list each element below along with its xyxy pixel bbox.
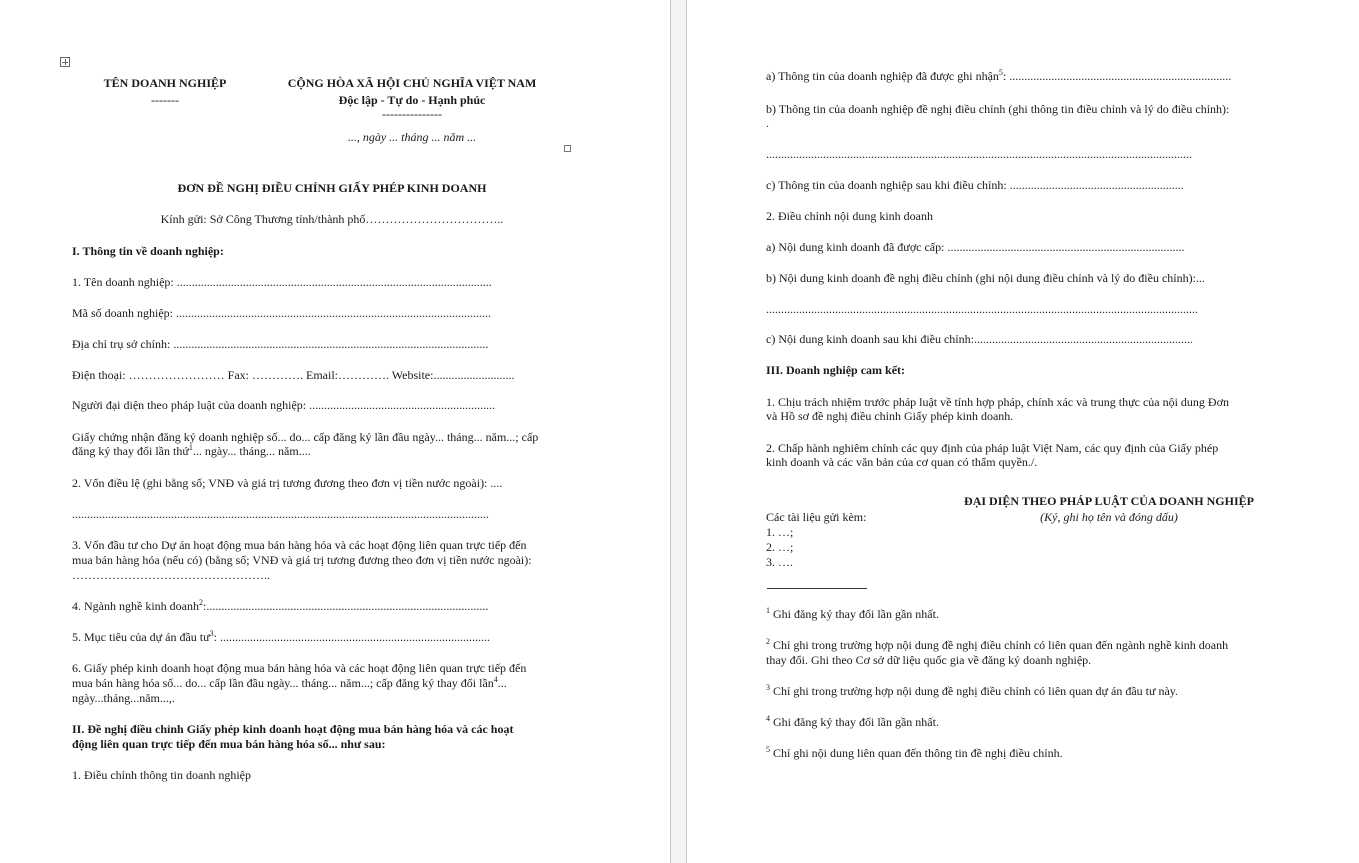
footnote-2-cont: thay đổi. Ghi theo Cơ sở dữ liệu quốc gia về đăng ký doanh nghiệp. [766,653,1092,667]
section2-heading-1: II. Đề nghị điều chỉnh Giấy phép kinh doanh hoạt động mua bán hàng hóa và các hoạt [72,722,514,736]
footnote-ref-5[interactable]: 5 [998,68,1003,77]
capital-dots: ........................................................................................................................................... [72,507,489,521]
attachment-item: 3. …. [766,555,793,569]
capital-field: 2. Vốn điều lệ (ghi bằng số; VNĐ và giá trị tương đương theo đơn vị tiền nước ngoài): .... [72,476,503,490]
info-b: b) Thông tin của doanh nghiệp đề nghị điều chỉnh (ghi thông tin điều chỉnh và lý do điều chỉnh): [766,102,1230,116]
biz-c: c) Nội dung kinh doanh sau khi điều chỉnh:......................................................................... [766,332,1193,346]
motto: Độc lập - Tự do - Hạnh phúc [338,93,486,107]
legal-rep-field: Người đại diện theo pháp luật của doanh nghiệp: .............................................................. [72,398,496,412]
industry-field: 4. Ngành nghề kinh doanh$^2$:.............................................................................................. [72,598,489,613]
footnote-3: $^3$ Chỉ ghi trong trường hợp nội dung đề nghị điều chỉnh có liên quan dự án đầu tư này. [766,683,1179,698]
contact-field: Điện thoại: …………………… Fax: …………. Email:…………. Website:........................... [72,368,515,382]
footnote-ref-2[interactable]: 2 [198,598,203,607]
objective-field: 5. Mục tiêu của dự án đầu $tư^3$: .......................................................................................... [72,629,490,644]
footnote-ref-3[interactable]: 3 [209,629,214,638]
signature-note: (Ký, ghi họ tên và đóng dấu) [1040,510,1178,524]
date-line: ..., ngày ... tháng ... năm ... [347,130,477,144]
motto-dashes: --------------- [382,107,442,121]
document-page-right [687,0,1359,863]
attachments-label: Các tài liệu gửi kèm: [766,510,867,524]
section2-item2: 2. Điều chỉnh nội dung kinh doanh [766,209,933,223]
signature-title: ĐẠI DIỆN THEO PHÁP LUẬT CỦA DOANH NGHIỆP [964,494,1254,508]
section1-heading: I. Thông tin về doanh nghiệp: [72,244,224,258]
biz-b: b) Nội dung kinh doanh đề nghị điều chỉnh (ghi nội dung điều chỉnh và lý do điều chỉnh):... [766,271,1205,285]
document-title: ĐƠN ĐỀ NGHỊ ĐIỀU CHỈNH GIẤY PHÉP KINH DOANH [177,181,487,195]
attachment-item: 2. …; [766,540,794,554]
info-b-dot: . [766,116,769,130]
company-name: TÊN DOANH NGHIỆP [103,76,227,90]
nation-heading: CỘNG HÒA XÃ HỘI CHỦ NGHĨA VIỆT NAM [287,76,537,90]
registration-line-2: đăng ký thay đổi lần thứ$^1$... ngày... tháng... năm.... [72,443,311,458]
section3-heading: III. Doanh nghiệp cam kết: [766,363,906,377]
footnote-ref-4[interactable]: 4 [493,675,498,684]
address-field: Địa chỉ trụ sở chính: ......................................................................................................... [72,337,489,351]
footnote-5: $^5$ Chỉ ghi nội dung liên quan đến thông tin đề nghị điều chỉnh. [766,745,1063,760]
section2-heading-2: động liên quan trực tiếp đến mua bán hàng hóa số... như sau: [72,737,386,751]
commit2-line-1: 2. Chấp hành nghiêm chỉnh các quy định của pháp luật Việt Nam, các quy định của Giấy phép [766,441,1219,455]
commit2-line-2: kinh doanh và các văn bản của cơ quan có thẩm quyền./. [766,455,1038,469]
investment-line-1: 3. Vốn đầu tư cho Dự án hoạt động mua bán hàng hóa và các hoạt động liên quan trực tiếp đến [72,538,527,552]
table-resize-handle-icon[interactable] [564,145,571,152]
tax-code-field: Mã số doanh nghiệp: ......................................................................................................... [72,306,491,320]
footnote-1: $^1$ Ghi đăng ký thay đổi lần gần nhất. [766,606,939,621]
registration-line-1: Giấy chứng nhận đăng ký doanh nghiệp số... do... cấp đăng ký lần đầu ngày... tháng... năm...; cấp [72,430,539,444]
section2-item1: 1. Điều chỉnh thông tin doanh nghiệp [72,768,251,782]
footnote-ref-1[interactable]: 1 [188,443,193,452]
info-a: a) Thông tin của doanh nghiệp đã được ghi nhận$^5$: .......................................................................... [766,68,1232,83]
info-c: c) Thông tin của doanh nghiệp sau khi điều chỉnh: .......................................................... [766,178,1184,192]
investment-line-2: mua bán hàng hóa (nếu có) (bằng số; VNĐ và giá trị tương đương theo đơn vị tiền nước ngoài): [72,553,532,567]
info-b-dots: .............................................................................................................................................. [766,147,1192,161]
license-line-2: mua bán hàng hóa số... do... cấp lần đầu ngày... tháng... năm...; cấp đăng ký thay đổi lần$^4$... [72,675,507,690]
attachment-item: 1. …; [766,525,794,539]
biz-b-dots: ................................................................................................................................................ [766,302,1198,316]
footnote-2: $^2$ Chỉ ghi trong trường hợp nội dung đề nghị điều chỉnh có liên quan đến ngành nghề kinh doanh [766,637,1229,652]
commit1-line-2: và Hồ sơ đề nghị điều chỉnh Giấy phép kinh doanh. [766,409,1014,423]
table-move-handle-icon[interactable] [60,57,70,67]
license-line-1: 6. Giấy phép kinh doanh hoạt động mua bán hàng hóa và các hoạt động liên quan trực tiếp đến [72,661,527,675]
biz-a: a) Nội dung kinh doanh đã được cấp: ............................................................................... [766,240,1185,254]
company-dashes: ------- [151,93,179,107]
commit1-line-1: 1. Chịu trách nhiệm trước pháp luật về tính hợp pháp, chính xác và trung thực của nội dung Đơn [766,395,1229,409]
investment-line-3: ………………………………………….. [72,568,270,582]
footnote-separator [767,588,867,589]
page-gap [670,0,687,863]
recipient-line: Kính gửi: Sở Công Thương tỉnh/thành phố…………………………….. [160,212,504,226]
license-line-3: ngày...tháng...năm...,. [72,691,175,705]
company-name-field: 1. Tên doanh nghiệp: ......................................................................................................... [72,275,492,289]
footnote-4: $^4$ Ghi đăng ký thay đổi lần gần nhất. [766,714,939,729]
document-page-left [0,0,670,863]
